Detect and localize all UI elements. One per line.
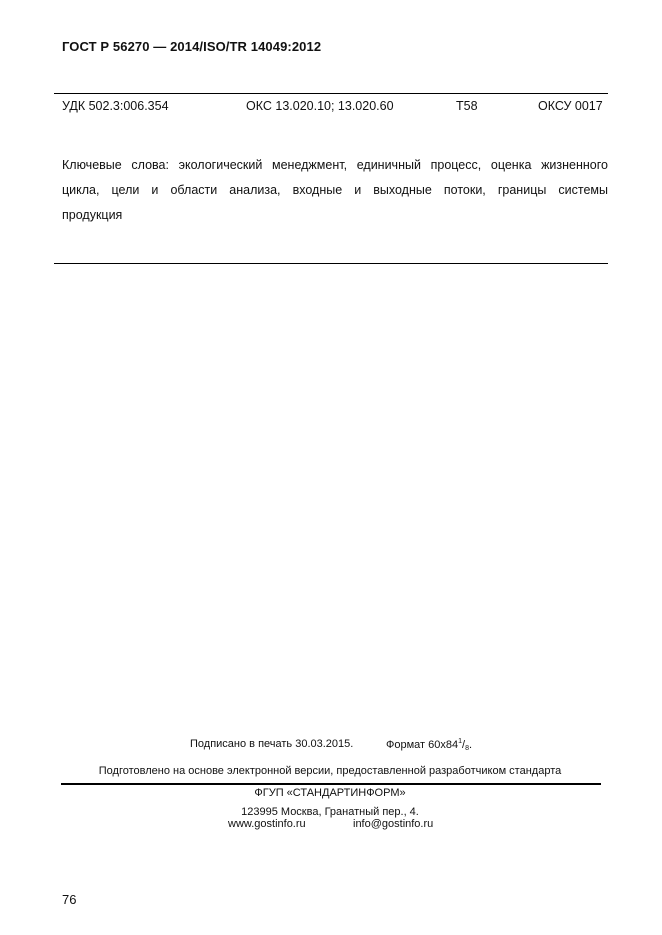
prepared-note: Подготовлено на основе электронной версии, предоставленной разработчиком стандарта bbox=[98, 765, 562, 777]
imprint-divider bbox=[61, 783, 601, 785]
oksu-code: ОКСУ 0017 bbox=[538, 99, 603, 113]
format-suffix: . bbox=[468, 739, 473, 751]
keywords-line: цикла, цели и области анализа, входные и выходные потоки, границы системы bbox=[62, 183, 608, 197]
email-link[interactable]: info@gostinfo.ru bbox=[353, 818, 434, 830]
format-sub: 8 bbox=[465, 745, 469, 752]
website-link[interactable]: www.gostinfo.ru bbox=[228, 818, 306, 830]
keywords-divider bbox=[54, 263, 608, 264]
udk-code: УДК 502.3:006.354 bbox=[62, 99, 169, 113]
top-divider bbox=[54, 93, 608, 94]
oks-code: ОКС 13.020.10; 13.020.60 bbox=[246, 99, 394, 113]
keywords-block bbox=[62, 153, 608, 228]
page-number: 76 bbox=[62, 892, 77, 907]
paper-format: Формат $60х84^1/_8$. bbox=[386, 738, 473, 752]
publisher-address: 123995 Москва, Гранатный пер., 4. bbox=[241, 806, 419, 818]
publisher-name: ФГУП «СТАНДАРТИНФОРМ» bbox=[254, 787, 406, 799]
document-header-title: ГОСТ Р 56270 — 2014/ISO/TR 14049:2012 bbox=[62, 39, 322, 54]
keywords-line: продукция bbox=[62, 208, 123, 222]
format-prefix: Формат 60х84 bbox=[386, 739, 459, 751]
format-sup: 1 bbox=[458, 738, 463, 745]
signed-date: Подписано в печать 30.03.2015. bbox=[190, 738, 354, 750]
t-code: Т58 bbox=[456, 99, 478, 113]
keywords-line: Ключевые слова: экологический менеджмент, единичный процесс, оценка жизненного bbox=[62, 158, 608, 172]
